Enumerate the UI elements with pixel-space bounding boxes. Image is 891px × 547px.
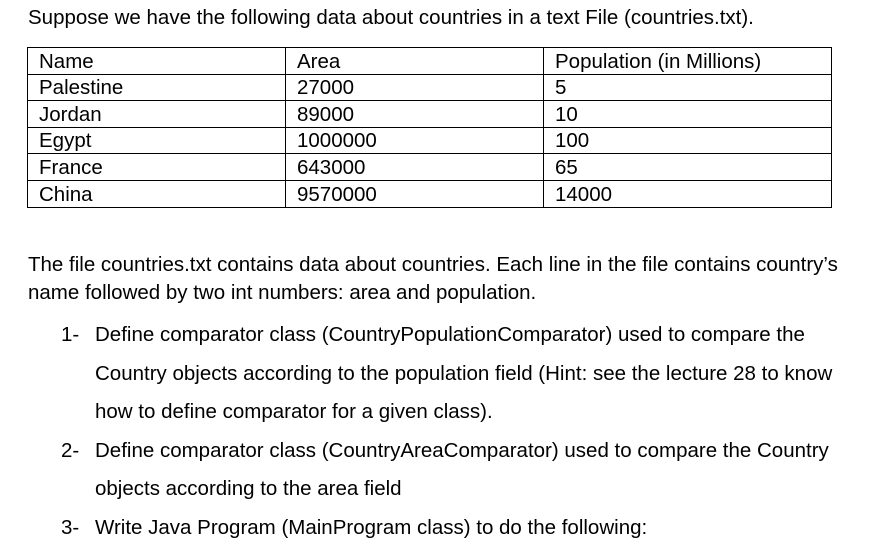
task-list <box>0 316 875 547</box>
cell-name: China <box>28 180 286 207</box>
task-text: Write Java Program (MainProgram class) to do the following: <box>95 515 648 539</box>
list-item <box>0 316 875 432</box>
cell-name: Palestine <box>28 74 286 101</box>
table-header-row <box>28 48 832 75</box>
countries-table <box>27 47 832 208</box>
header-population: Population (in Millions) <box>544 48 832 75</box>
list-item <box>0 509 875 547</box>
task-number: 3- <box>61 515 80 539</box>
table-row <box>28 154 832 181</box>
cell-area: 643000 <box>286 154 544 181</box>
cell-population: 14000 <box>544 180 832 207</box>
task-number: 1- <box>61 323 80 346</box>
intro-text: Suppose we have the following data about countries in a text File (countries.txt). <box>28 6 754 29</box>
list-item <box>0 432 875 509</box>
header-area: Area <box>286 48 544 75</box>
cell-name: Egypt <box>28 127 286 154</box>
cell-population: 10 <box>544 101 832 128</box>
table-row <box>28 127 832 154</box>
cell-name: Jordan <box>28 101 286 128</box>
cell-area: 27000 <box>286 74 544 101</box>
cell-area: 9570000 <box>286 180 544 207</box>
cell-name: France <box>28 154 286 181</box>
task-text: Define comparator class (CountryPopulationComparator) used to compare the Country objects according to the population field (Hint: see the lecture 28 to know how to define comparator for a given class). <box>95 323 833 423</box>
cell-area: 89000 <box>286 101 544 128</box>
cell-population: 100 <box>544 127 832 154</box>
table-row <box>28 180 832 207</box>
header-name: Name <box>28 48 286 75</box>
cell-population: 5 <box>544 74 832 101</box>
cell-area: 1000000 <box>286 127 544 154</box>
description-paragraph: The file countries.txt contains data about countries. Each line in the file contains country’s name followed by two int numbers: area and population. <box>28 253 838 304</box>
task-text: Define comparator class (CountryAreaComparator) used to compare the Country objects according to the area field <box>95 438 829 500</box>
task-number: 2- <box>61 438 80 462</box>
table-row <box>28 101 832 128</box>
cell-population: 65 <box>544 154 832 181</box>
table-row <box>28 74 832 101</box>
